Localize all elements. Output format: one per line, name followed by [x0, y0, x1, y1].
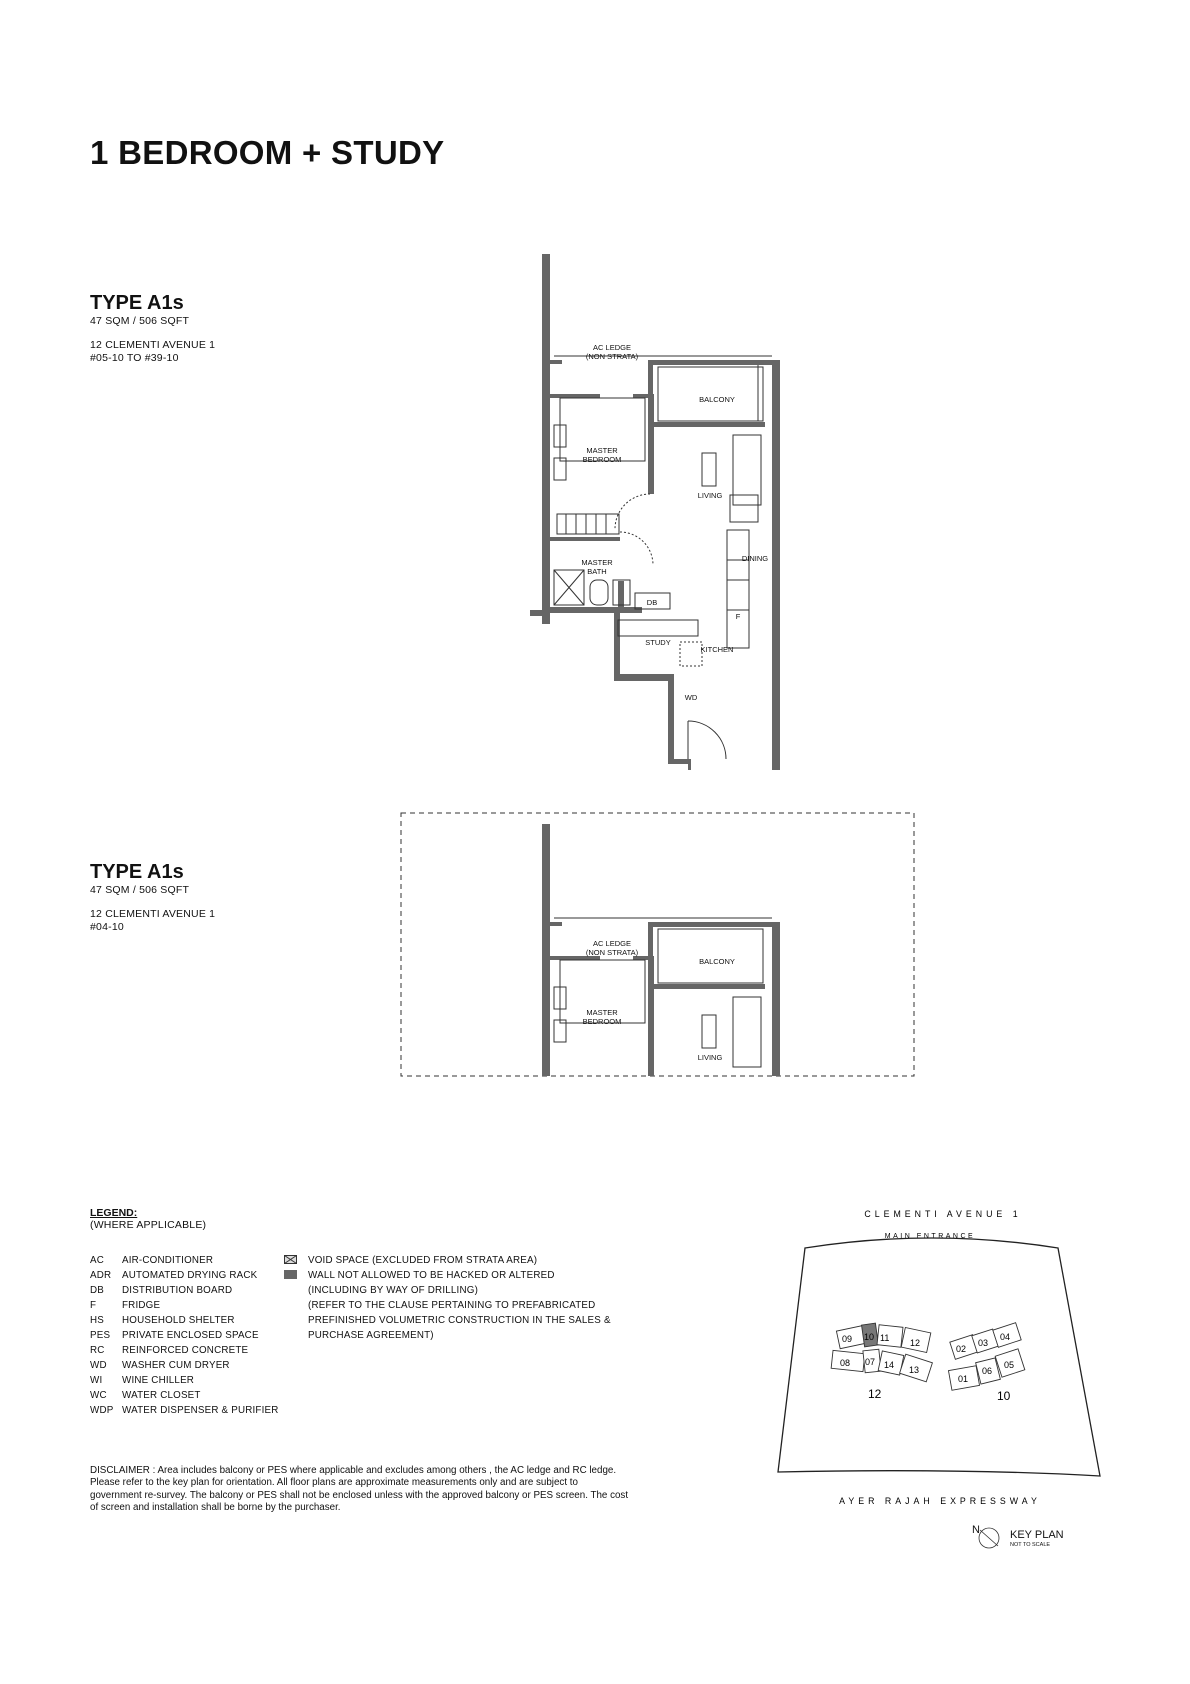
unit-area: 47 SQM / 506 SQFT: [90, 884, 190, 896]
key-plan-note: NOT TO SCALE: [1010, 1542, 1051, 1548]
floor-plan-main: [530, 250, 790, 770]
road-top: CLEMENTI AVENUE 1: [864, 1209, 1022, 1219]
key-plan: [760, 1200, 1120, 1560]
label-fridge: F: [735, 612, 741, 621]
floor-plan-partial: [400, 810, 920, 1080]
label-balcony: BALCONY: [699, 395, 735, 404]
label-bedroom: BEDROOM: [582, 1017, 622, 1026]
label-non-strata: (NON STRATA): [585, 948, 639, 957]
unit-label: 07: [865, 1357, 876, 1367]
unit-type-heading: TYPE A1s: [90, 861, 184, 883]
disclaimer: DISCLAIMER : Area includes balcony or PES where applicable and excludes among others , the AC ledge and RC ledge. Please refer to the key plan for orientation. All floor plans are approximate measurements only and are subject to government re-survey. The balcony or PES shall not be enclosed unless with the approved balcony or PES screen. The cost of screen and installation shall be borne by the purchaser.: [90, 1465, 629, 1514]
unit-floors: #04-10: [90, 921, 124, 933]
main-entrance: MAIN ENTRANCE: [884, 1233, 976, 1240]
legend-wall-note: (REFER TO THE CLAUSE PERTAINING TO PREFABRICATED: [308, 1300, 596, 1311]
plan-walls: [530, 254, 780, 770]
site-boundary: [778, 1238, 1100, 1476]
label-dining: DINING: [741, 554, 769, 563]
void-space-icon: [284, 1255, 297, 1264]
label-db: DB: [646, 598, 658, 607]
legend-wall-note: PURCHASE AGREEMENT): [308, 1330, 434, 1341]
unit-label: 12: [910, 1338, 921, 1348]
unit-label: 06: [982, 1366, 993, 1376]
legend-item: RC REINFORCED CONCRETE: [90, 1345, 249, 1356]
key-plan-title: KEY PLAN: [1010, 1529, 1064, 1541]
label-wd: WD: [684, 693, 698, 702]
block-10-label: 10: [997, 1389, 1011, 1403]
unit-label: 11: [880, 1333, 890, 1343]
label-ac-ledge: AC LEDGE: [593, 939, 631, 948]
unit-label: 13: [909, 1365, 920, 1375]
unit-label: 01: [958, 1374, 969, 1384]
road-bottom: AYER RAJAH EXPRESSWAY: [839, 1496, 1041, 1506]
legend-item: ADR AUTOMATED DRYING RACK: [90, 1270, 258, 1281]
label-master: MASTER: [586, 446, 618, 455]
legend-item: WDP WATER DISPENSER & PURIFIER: [90, 1405, 279, 1416]
unit-label: 08: [840, 1358, 851, 1368]
block-12-label: 12: [868, 1387, 882, 1401]
label-non-strata: (NON STRATA): [585, 352, 639, 361]
unit-type-heading: TYPE A1s: [90, 292, 184, 314]
legend-item: DB DISTRIBUTION BOARD: [90, 1285, 233, 1296]
unit-label: 10: [864, 1332, 875, 1342]
legend-item: WC WATER CLOSET: [90, 1390, 201, 1401]
unit-label: 14: [884, 1360, 895, 1370]
unit-label: 03: [978, 1338, 989, 1348]
unit-floors: #05-10 TO #39-10: [90, 352, 179, 364]
label-kitchen: KITCHEN: [700, 645, 734, 654]
legend-subtitle: (WHERE APPLICABLE): [90, 1219, 207, 1231]
label-bedroom: BEDROOM: [582, 455, 622, 464]
legend-void-space: VOID SPACE (EXCLUDED FROM STRATA AREA): [284, 1253, 611, 1268]
label-master-bath-1: MASTER: [581, 558, 613, 567]
label-master: MASTER: [586, 1008, 618, 1017]
label-balcony: BALCONY: [699, 957, 735, 966]
unit-area: 47 SQM / 506 SQFT: [90, 315, 190, 327]
legend-title: LEGEND:: [90, 1207, 138, 1219]
plan-labels: [583, 939, 735, 1062]
legend-item: F FRIDGE: [90, 1300, 161, 1311]
legend-item: WD WASHER CUM DRYER: [90, 1360, 230, 1371]
label-ac-ledge: AC LEDGE: [593, 343, 631, 352]
page-title: 1 BEDROOM + STUDY: [90, 134, 445, 171]
unit-label: 02: [956, 1344, 967, 1354]
north-label: N: [972, 1524, 980, 1536]
label-bath: BATH: [587, 567, 607, 576]
legend-item: AC AIR-CONDITIONER: [90, 1255, 214, 1266]
legend-item: PES PRIVATE ENCLOSED SPACE: [90, 1330, 259, 1341]
legend-item: HS HOUSEHOLD SHELTER: [90, 1315, 235, 1326]
unit-info-2: [90, 861, 215, 934]
north-arrow-icon: [978, 1527, 1000, 1549]
unit-label: 05: [1004, 1360, 1015, 1370]
unit-label: 09: [842, 1334, 853, 1344]
label-study: STUDY: [645, 638, 671, 647]
unit-info-1: [90, 292, 215, 365]
plan-walls: [542, 824, 780, 1076]
label-living: LIVING: [697, 491, 723, 500]
legend-abbreviations: [90, 1253, 279, 1418]
legend: [90, 1207, 206, 1232]
legend-item: WI WINE CHILLER: [90, 1375, 195, 1386]
legend-wall-note: (INCLUDING BY WAY OF DRILLING): [308, 1285, 479, 1296]
unit-address: 12 CLEMENTI AVENUE 1: [90, 908, 216, 920]
legend-symbols: [284, 1253, 611, 1343]
label-living: LIVING: [697, 1053, 723, 1062]
unit-address: 12 CLEMENTI AVENUE 1: [90, 339, 216, 351]
unit-label: 04: [1000, 1332, 1011, 1342]
legend-wall-note: PREFINISHED VOLUMETRIC CONSTRUCTION IN THE SALES &: [308, 1315, 611, 1326]
legend-wall: WALL NOT ALLOWED TO BE HACKED OR ALTERED: [284, 1268, 611, 1283]
wall-swatch-icon: [284, 1270, 297, 1279]
plan-fixtures: [554, 918, 772, 1067]
